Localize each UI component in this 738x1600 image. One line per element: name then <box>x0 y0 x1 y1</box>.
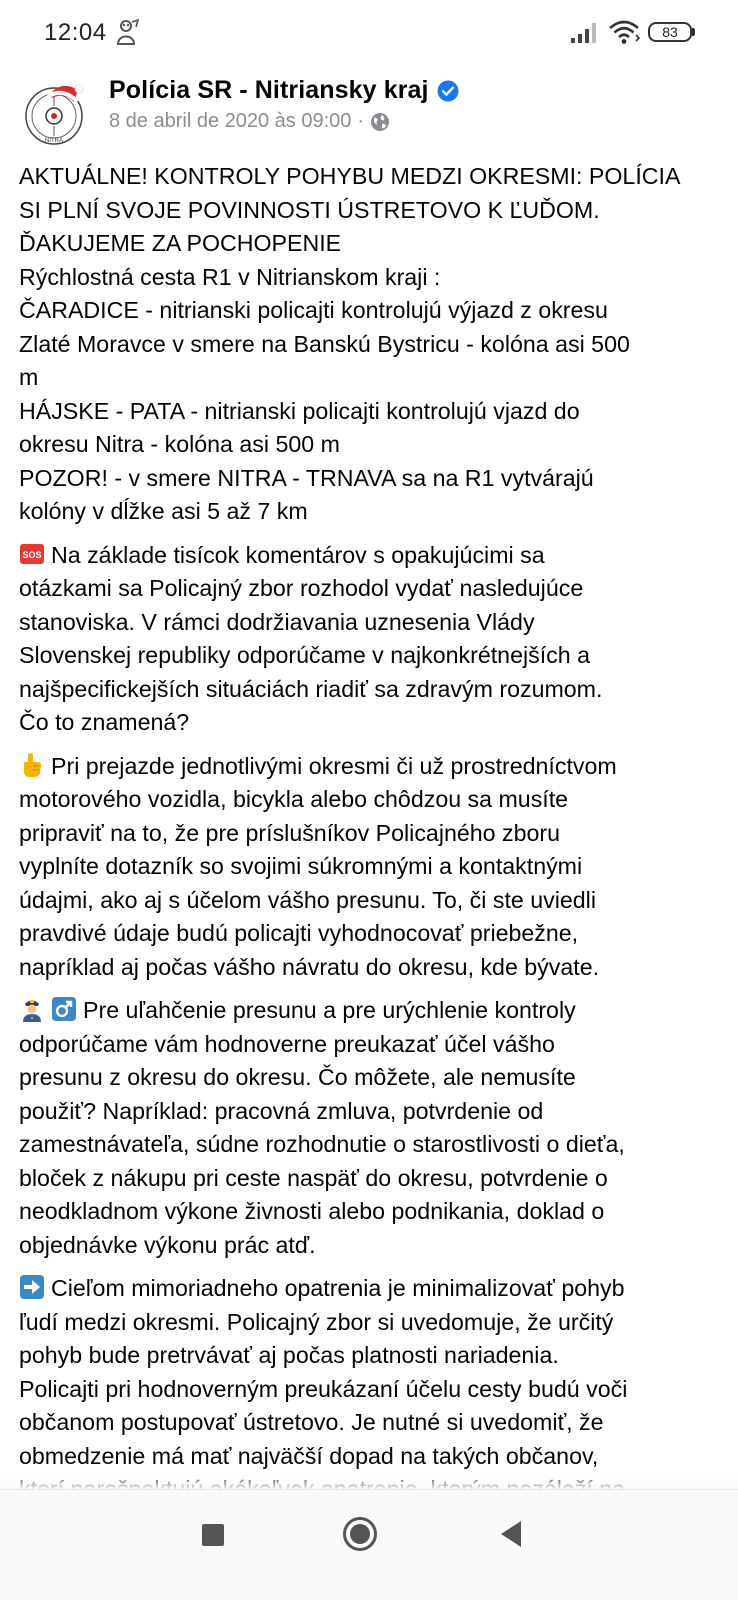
text-line: presunu z okresu do okresu. Čo môžete, ale nemusíte <box>19 1064 576 1090</box>
paragraph-3 <box>19 750 719 985</box>
text-line <box>19 750 719 784</box>
bottom-fade <box>0 1470 738 1490</box>
status-bar <box>0 0 738 64</box>
text-line: neodkladnom výkone živnosti alebo podnikania, doklad o <box>19 1198 605 1224</box>
text-line: použiť? Napríklad: pracovná zmluva, potvrdenie od <box>19 1097 544 1124</box>
text-line: pravdivé údaje budú policajti vyhodnocovať priebežne, <box>19 920 579 946</box>
svg-text:SOS: SOS <box>22 549 42 560</box>
status-time: 12:04 <box>44 19 107 46</box>
battery-level: 83 <box>662 24 678 40</box>
back-button[interactable] <box>497 1519 525 1549</box>
navigation-bar <box>0 1489 738 1600</box>
text-line: Čo to znamená? <box>19 709 190 735</box>
text-line: napríklad aj počas vášho návratu do okresu, kde bývate. <box>19 953 600 980</box>
text-line: ĎAKUJEME ZA POCHOPENIE <box>19 230 342 256</box>
page-avatar[interactable] <box>22 82 86 146</box>
text-line-content: Pri prejazde jednotlivými okresmi či už prostredníctvom <box>51 752 617 779</box>
post-timestamp[interactable]: 8 de abril de 2020 às 09:00 <box>109 110 352 132</box>
battery-icon <box>648 22 692 42</box>
text-line <box>19 994 719 1028</box>
wifi-icon <box>608 19 642 45</box>
text-line-content: Na základe tisícok komentárov s opakujúcimi sa <box>51 541 545 568</box>
paragraph-2 <box>19 539 719 740</box>
text-line: Slovenskej republiky odporúčame v najkonkrétnejších a <box>19 642 590 668</box>
text-line: POZOR! - v smere NITRA - TRNAVA sa na R1 vytvárajú <box>19 464 594 491</box>
male-sign-icon <box>51 996 77 1022</box>
text-line: stanoviska. V rámci dodržiavania uznesenia Vlády <box>19 608 535 635</box>
text-line: občanom postupovať ústretovo. Je nutné si uvedomiť, že <box>19 1409 604 1435</box>
text-line: ľudí medzi okresmi. Policajný zbor si uvedomuje, že určitý <box>19 1308 614 1335</box>
page-name-row <box>109 76 459 105</box>
text-line: motorového vozidla, bicykla alebo chôdzou sa musíte <box>19 786 569 812</box>
text-line: SI PLNÍ SVOJE POVINNOSTI ÚSTRETOVO K ĽUĎOM. <box>19 196 600 223</box>
signal-icon <box>570 22 600 44</box>
text-line: bloček z nákupu pri ceste naspäť do okresu, potvrdenie o <box>19 1164 608 1191</box>
home-button[interactable] <box>342 1516 378 1552</box>
recent-apps-button[interactable] <box>202 1524 224 1546</box>
text-line: odporúčame vám hodnoverne preukazať účel vášho <box>19 1030 555 1057</box>
police-officer-icon <box>19 996 45 1022</box>
text-line: kolóny v dĺžke asi 5 až 7 km <box>19 498 308 524</box>
text-line-content: Pre uľahčenie presunu a pre urýchlenie kontroly <box>83 997 576 1023</box>
post-meta <box>109 110 390 133</box>
text-line: objednávke výkonu prác atď. <box>19 1231 316 1258</box>
text-line: otázkami sa Policajný zbor rozhodol vydať nasledujúce <box>19 575 584 601</box>
text-line: m <box>19 364 39 390</box>
paragraph-1 <box>19 160 719 529</box>
text-line: vyplníte dotazník so svojimi súkromnými a kontaktnými <box>19 853 583 879</box>
post-body <box>19 160 719 1517</box>
page-name[interactable]: Polícia SR - Nitriansky kraj <box>109 76 429 104</box>
text-line: HÁJSKE - PATA - nitrianski policajti kontrolujú vjazd do <box>19 397 580 424</box>
sos-icon <box>19 541 45 567</box>
text-line: Policajti pri hodnoverným preukázaní účelu cesty budú voči <box>19 1375 628 1402</box>
post-header <box>0 70 738 150</box>
right-arrow-icon <box>19 1274 45 1300</box>
text-line-content: Cieľom mimoriadneho opatrenia je minimalizovať pohyb <box>51 1275 625 1301</box>
pointing-up-hand-icon <box>19 752 45 778</box>
text-line <box>19 539 719 573</box>
text-line: AKTUÁLNE! KONTROLY POHYBU MEDZI OKRESMI: POLÍCIA <box>19 163 681 189</box>
text-line: obmedzenie má mať najväčší dopad na takých občanov, <box>19 1442 599 1469</box>
text-line: pripraviť na to, že pre príslušníkov Policajného zboru <box>19 819 561 846</box>
verified-badge-icon <box>437 80 459 102</box>
globe-icon <box>370 112 390 132</box>
text-line <box>19 1272 719 1306</box>
text-line: zamestnávateľa, súdne rozhodnutie o starostlivosti o dieťa, <box>19 1131 625 1157</box>
meta-separator: · <box>357 110 365 132</box>
text-line: Zlaté Moravce v smere na Banskú Bystricu - kolóna asi 500 <box>19 330 630 357</box>
text-line: ČARADICE - nitrianski policajti kontrolujú výjazd z okresu <box>19 297 608 323</box>
text-line: pohyb bude pretrvávať aj počas platnosti nariadenia. <box>19 1342 559 1368</box>
text-line: okresu Nitra - kolóna asi 500 m <box>19 431 340 457</box>
text-line: najšpecifickejších situáciách riadiť sa zdravým rozumom. <box>19 675 603 702</box>
paragraph-4 <box>19 994 719 1262</box>
svg-text:NITRA: NITRA <box>45 138 63 144</box>
text-line: údajmi, ako aj s účelom vášho presunu. To, či ste uviedli <box>19 886 596 913</box>
notification-app-icon <box>114 18 140 46</box>
battery-tip <box>692 28 695 36</box>
text-line: Rýchlostná cesta R1 v Nitrianskom kraji : <box>19 263 441 290</box>
